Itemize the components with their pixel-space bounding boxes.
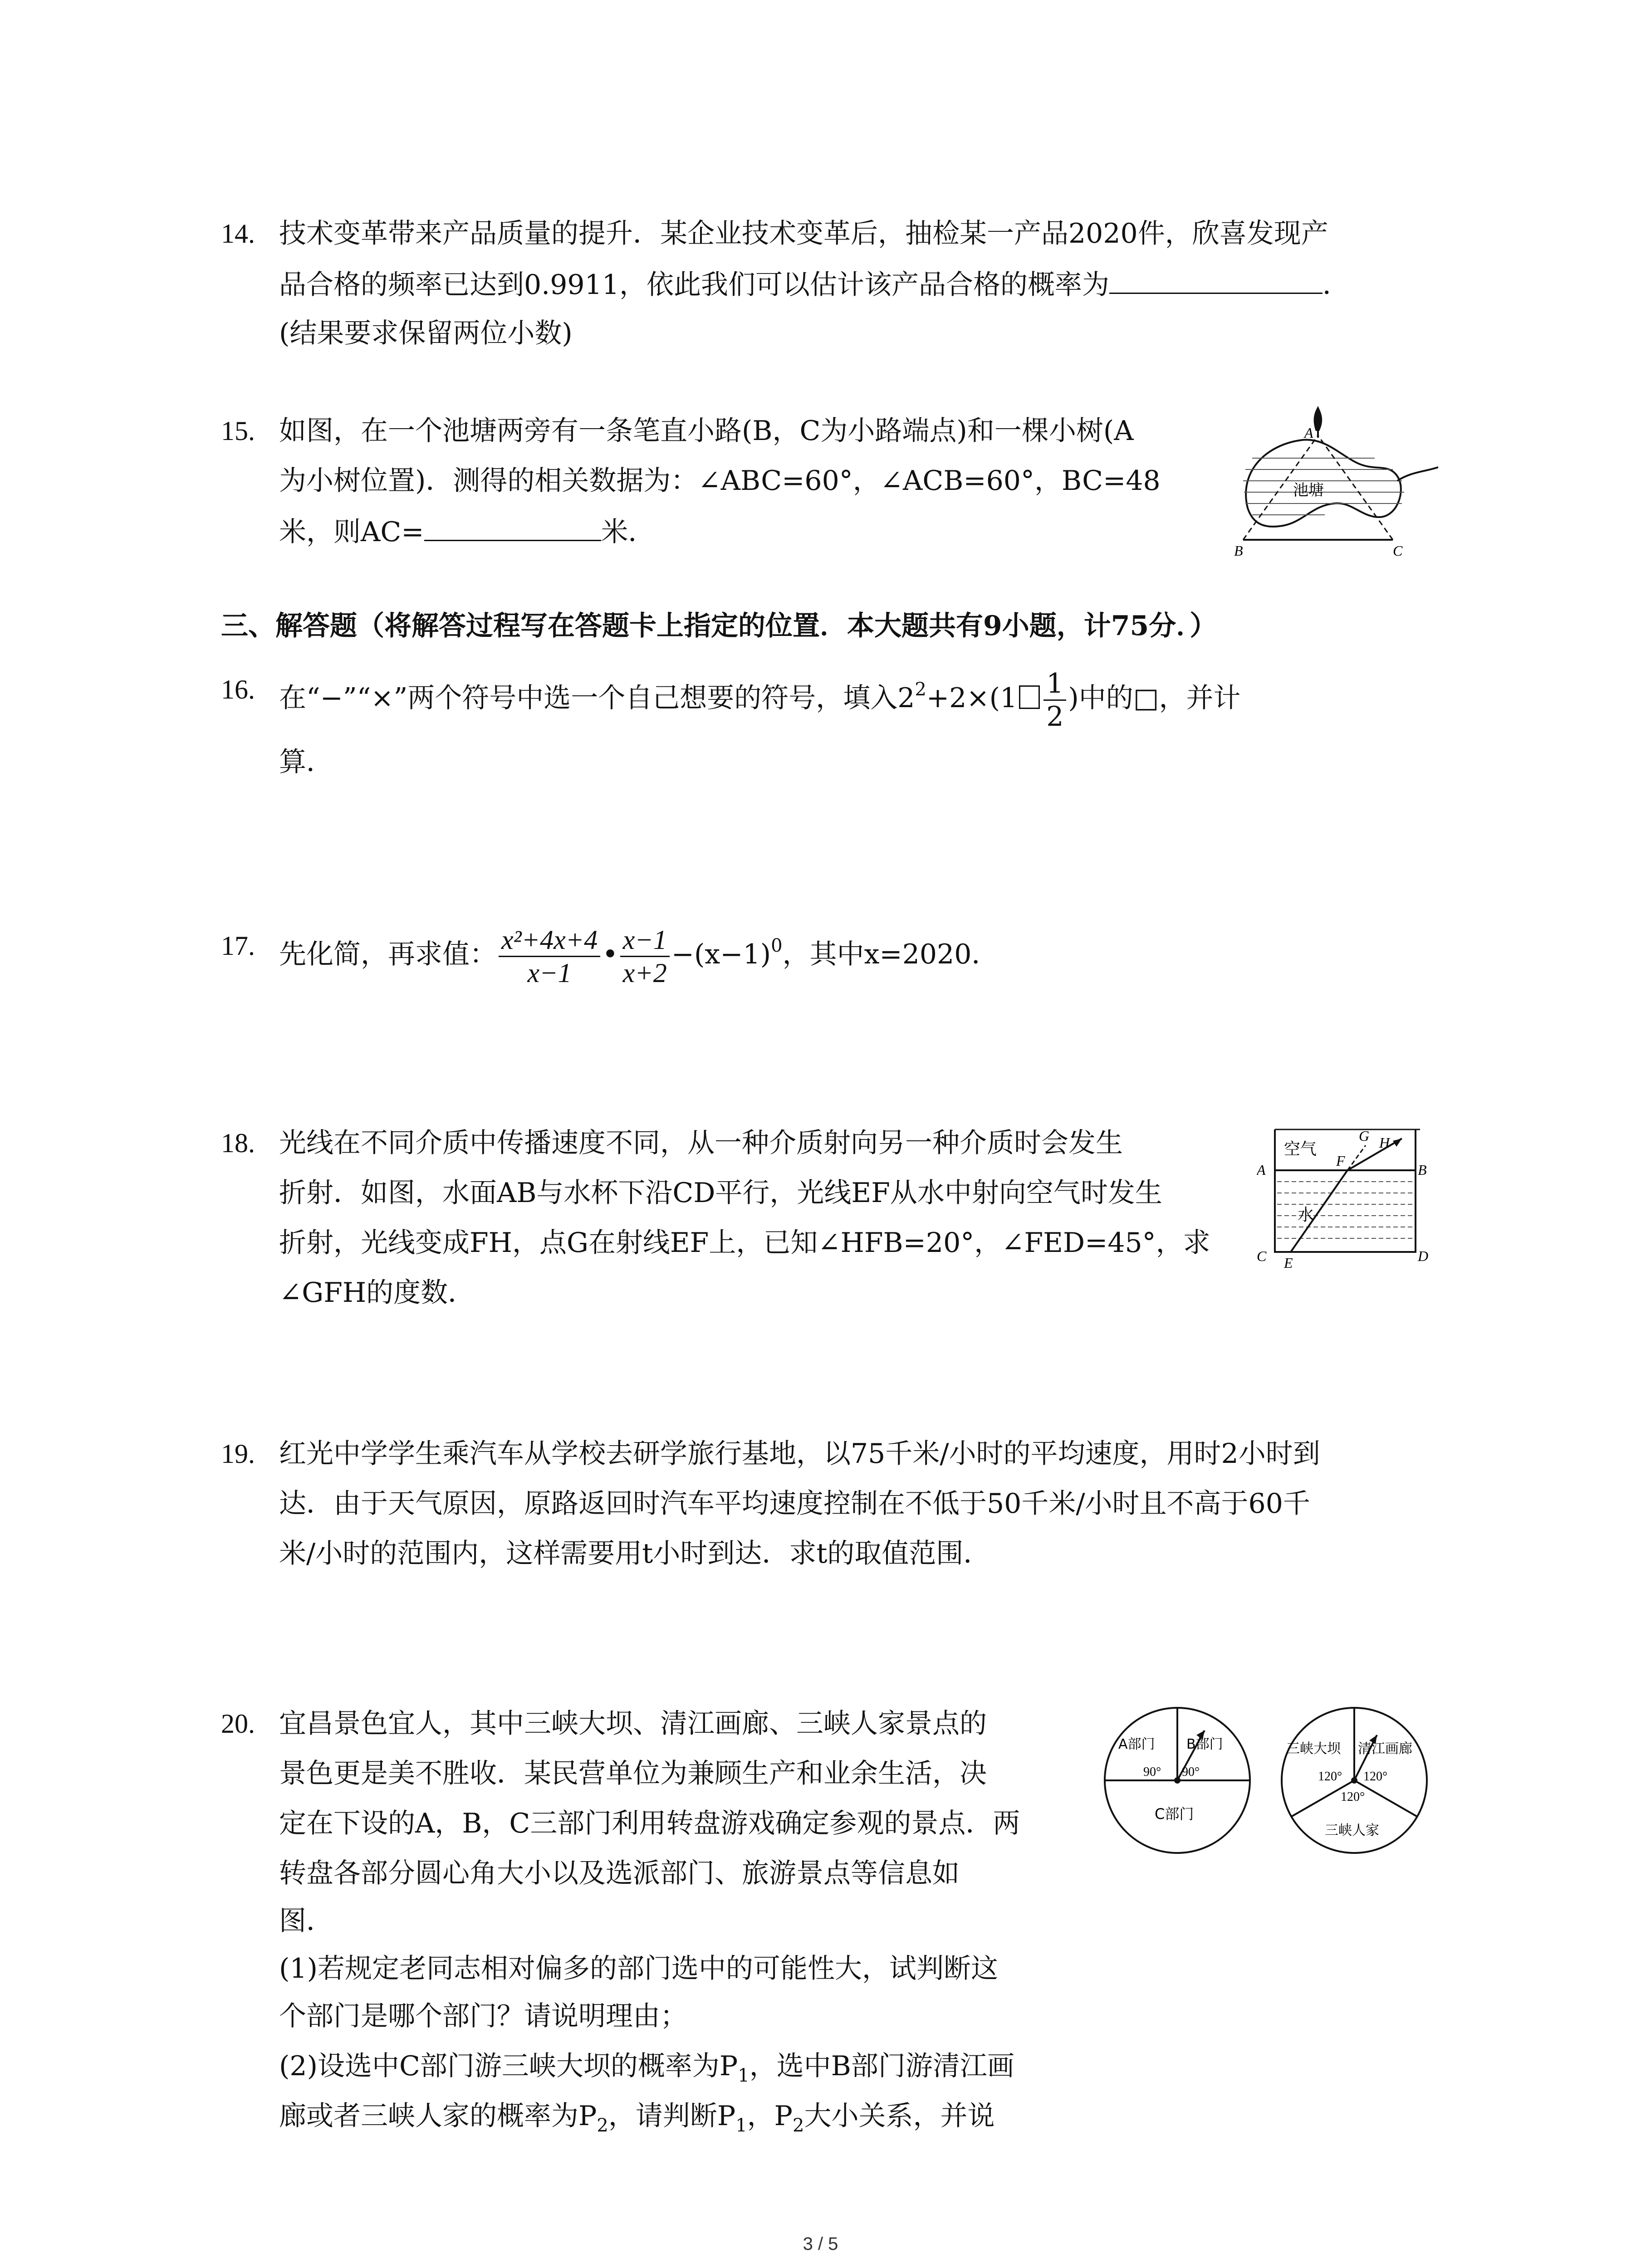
q20-line-6: (1)若规定老同志相对偏多的部门选中的可能性大，试判断这 bbox=[279, 1953, 998, 1984]
wheel2-angle-2: 120° bbox=[1363, 1769, 1388, 1784]
wheel2-spot-3: 三峡人家 bbox=[1325, 1823, 1379, 1838]
q18-label-b: B bbox=[1418, 1162, 1427, 1178]
q18-label-c: C bbox=[1257, 1248, 1267, 1264]
q20-line-2: 景色更是美不胜收．某民营单位为兼顾生产和业余生活，决 bbox=[279, 1758, 987, 1789]
q20-line-8: (2)设选中C部门游三峡大坝的概率为$P_1$，选中B部门游清江画 bbox=[279, 2050, 1014, 2086]
q15-label-b: B bbox=[1234, 543, 1243, 558]
wheel2-spot-2: 清江画廊 bbox=[1358, 1741, 1412, 1757]
q14-number: 14. bbox=[221, 219, 255, 249]
q20-line-1: 宜昌景色宜人，其中三峡大坝、清江画廊、三峡人家景点的 bbox=[279, 1708, 987, 1740]
q18-label-h: H bbox=[1379, 1134, 1390, 1151]
q18-line-2: 折射．如图，水面AB与水杯下沿CD平行，光线EF从水中射向空气时发生 bbox=[279, 1177, 1162, 1209]
q20-wheel-scenic-spots bbox=[1277, 1703, 1431, 1857]
q20-line-3: 定在下设的A，B，C三部门利用转盘游戏确定参观的景点．两 bbox=[279, 1808, 1020, 1839]
q15-line-2: 为小树位置)．测得的相关数据为：∠ABC=60°，∠ACB=60°，BC=48 bbox=[279, 465, 1161, 497]
wheel1-angle-1: 90° bbox=[1143, 1765, 1161, 1779]
q16-line-2: 算． bbox=[279, 746, 333, 778]
q20-line-5: 图． bbox=[279, 1905, 333, 1937]
wheel1-b-label: B部门 bbox=[1186, 1736, 1223, 1752]
q18-label-e: E bbox=[1284, 1255, 1293, 1271]
q18-line-1: 光线在不同介质中传播速度不同，从一种介质射向另一种介质时会发生 bbox=[279, 1127, 1123, 1159]
q16-number: 16. bbox=[221, 675, 255, 704]
q18-line-4: ∠GFH的度数． bbox=[279, 1277, 475, 1309]
q14-line-2: 品合格的频率已达到0.9911，依此我们可以估计该产品合格的概率为 ． bbox=[279, 265, 1350, 303]
q20-line-9: 廊或者三峡人家的概率为$P_2$，请判断$P_1$，$P_2$大小关系，并说 bbox=[279, 2100, 995, 2136]
q17-number: 17. bbox=[221, 931, 255, 961]
q19-number: 19. bbox=[221, 1439, 255, 1469]
q15-pond-label: 池塘 bbox=[1293, 481, 1324, 499]
wheel2-angle-3: 120° bbox=[1341, 1790, 1365, 1804]
q15-number: 15. bbox=[221, 416, 255, 446]
wheel1-a-label: A部门 bbox=[1118, 1736, 1155, 1752]
q14-line-1: 技术变革带来产品质量的提升．某企业技术变革后，抽检某一产品2020件，欣喜发现产 bbox=[279, 218, 1328, 249]
q20-line-7: 个部门是哪个部门？请说明理由； bbox=[279, 2000, 687, 2032]
q19-line-1: 红光中学学生乘汽车从学校去研学旅行基地，以75千米/小时的平均速度，用时2小时到 bbox=[279, 1438, 1320, 1470]
q15-line-1: 如图，在一个池塘两旁有一条笔直小路(B，C为小路端点)和一棵小树(A bbox=[279, 415, 1134, 447]
wheel1-c-label: C部门 bbox=[1155, 1805, 1194, 1823]
wheel2-spot-1: 三峡大坝 bbox=[1286, 1741, 1341, 1757]
q14-line-3: (结果要求保留两位小数) bbox=[279, 318, 573, 349]
q19-line-2: 达．由于天气原因，原路返回时汽车平均速度控制在不低于50千米/小时且不高于60千 bbox=[279, 1488, 1310, 1520]
page-number: 3 / 5 bbox=[803, 2234, 838, 2254]
q15-pond-figure bbox=[1225, 404, 1438, 558]
q16-blank-box[interactable] bbox=[1019, 685, 1040, 709]
q19-line-3: 米/小时的范围内，这样需要用t小时到达．求t的取值范围． bbox=[279, 1538, 991, 1569]
q18-cup-figure bbox=[1257, 1120, 1429, 1275]
wheel2-angle-1: 120° bbox=[1318, 1769, 1342, 1784]
q20-line-4: 转盘各部分圆心角大小以及选派部门、旅游景点等信息如 bbox=[279, 1857, 960, 1889]
q16-line-1: 在“−”“×”两个符号中选一个自己想要的符号，填入$2^2+2\times(1$ $\frac{1}{2}$ )中的□，并计 bbox=[279, 667, 1241, 733]
q20-wheel-departments bbox=[1100, 1703, 1254, 1857]
q18-label-g: G bbox=[1359, 1128, 1370, 1144]
q14-answer-blank[interactable] bbox=[1109, 265, 1323, 294]
q15-label-c: C bbox=[1393, 543, 1403, 558]
q18-label-d: D bbox=[1418, 1248, 1429, 1264]
q15-answer-blank[interactable] bbox=[424, 513, 601, 541]
section-3-title: 三、解答题（将解答过程写在答题卡上指定的位置．本大题共有9小题，计75分．） bbox=[221, 610, 1217, 642]
q18-label-f: F bbox=[1336, 1153, 1345, 1169]
q18-air-label: 空气 bbox=[1284, 1140, 1317, 1158]
wheel1-angle-2: 90° bbox=[1182, 1765, 1200, 1779]
q18-water-label: 水 bbox=[1298, 1206, 1314, 1224]
q18-line-3: 折射，光线变成FH，点G在射线EF上，已知∠HFB=20°，∠FED=45°，求 bbox=[279, 1227, 1210, 1259]
q17-line: 先化简，再求值： $\frac{\text{x²+4x+4}}{x-1}$ • $\frac{x-1}{x+2}$ $-(x-1)^0$，其中x=2020． bbox=[279, 924, 999, 988]
q18-number: 18. bbox=[221, 1128, 255, 1158]
q20-number: 20. bbox=[221, 1709, 255, 1739]
q18-label-a: A bbox=[1257, 1162, 1266, 1178]
q15-line-3: 米，则AC= 米． bbox=[279, 513, 656, 550]
q15-label-a: A bbox=[1304, 425, 1313, 441]
